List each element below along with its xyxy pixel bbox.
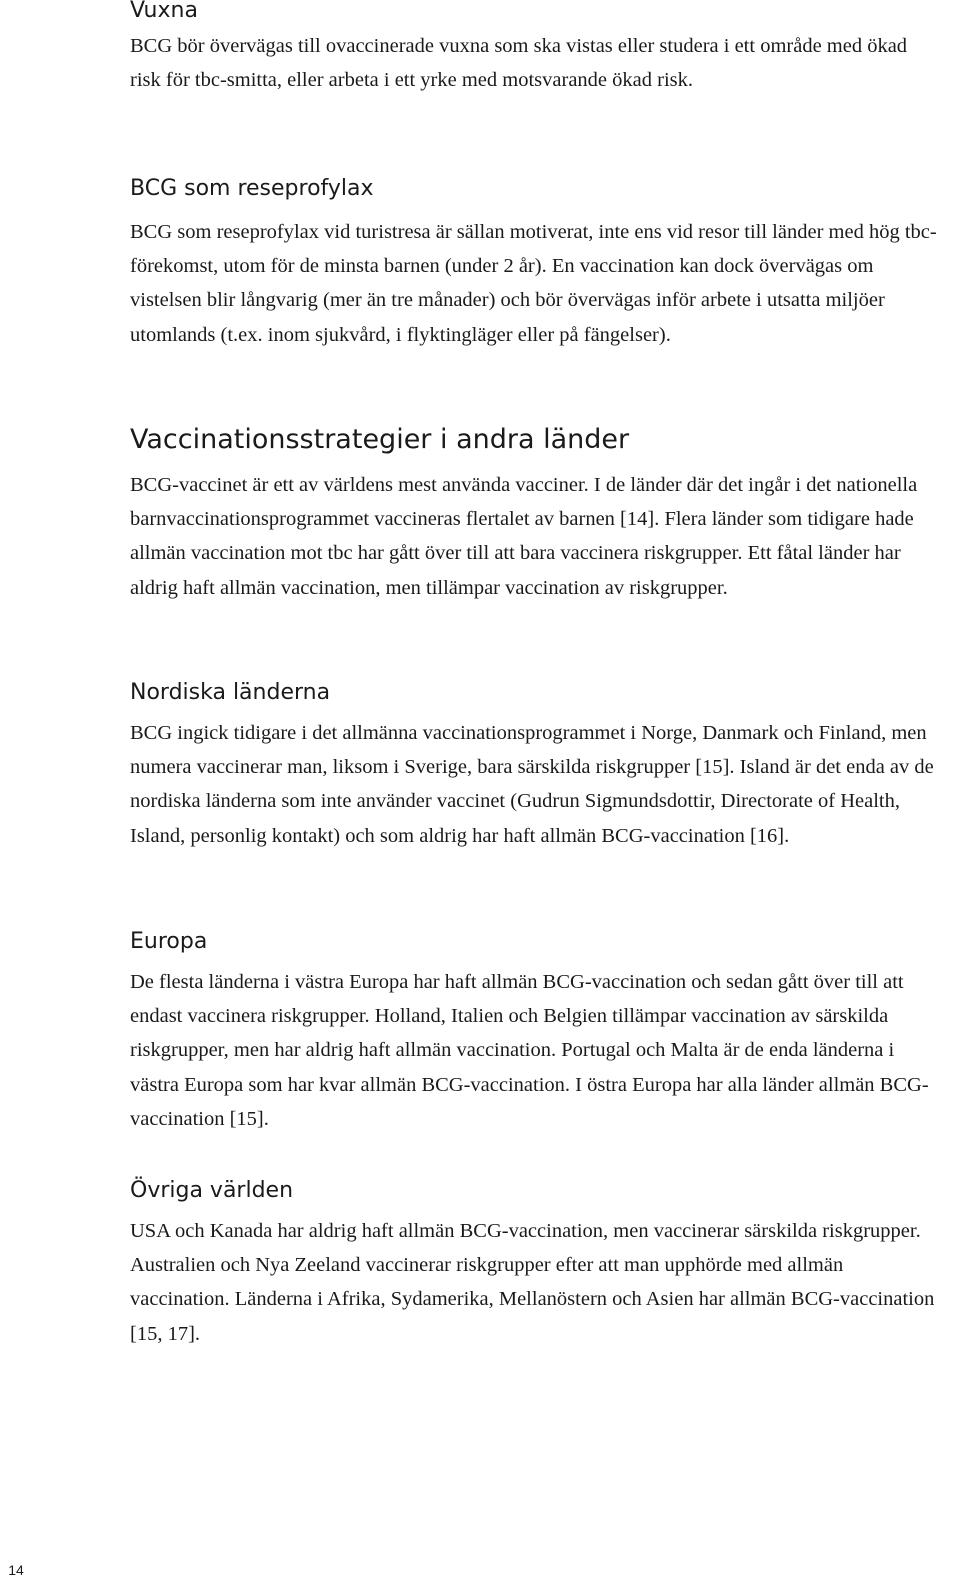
- section-europa: [130, 928, 938, 1136]
- paragraph-europa: De flesta länderna i västra Europa har haft allmän BCG-vaccination och sedan gått över till att endast vaccinera riskgrupper. Holland, Italien och Belgien tillämpar vaccination av särskilda riskgrupper, men har aldrig haft allmän vaccination. Portugal och Malta är de enda länderna i västra Europa som har kvar allmän BCG-vaccination. I östra Europa har alla länder allmän BCG-vaccination [15].: [130, 971, 929, 1130]
- heading-nordiska-landerna: Nordiska länderna: [130, 680, 331, 705]
- heading-vaccinationsstrategier: Vaccinationsstrategier i andra länder: [130, 424, 630, 455]
- paragraph-vaccinationsstrategier: BCG-vaccinet är ett av världens mest använda vacciner. I de länder där det ingår i det nationella barnvaccinationsprogrammet vaccineras flertalet av barnen [14]. Flera länder som tidigare hade allmän vaccination mot tbc har gått över till att bara vaccinera riskgrupper. Ett fåtal länder har aldrig haft allmän vaccination, men tillämpar vaccination av riskgrupper.: [130, 474, 918, 599]
- page-number: 14: [0, 1549, 32, 1591]
- heading-vuxna: Vuxna: [130, 0, 198, 23]
- section-vaccinationsstrategier: [130, 423, 938, 605]
- heading-reseprofylax: BCG som reseprofylax: [130, 176, 374, 201]
- section-nordiska-landerna: [130, 679, 938, 853]
- paragraph-ovriga-varlden: USA och Kanada har aldrig haft allmän BCG-vaccination, men vaccinerar särskilda riskgrupper. Australien och Nya Zeeland vaccinerar riskgrupper efter att man upphörde med allmän vaccination. Länderna i Afrika, Sydamerika, Mellanöstern och Asien har allmän BCG-vaccination [15, 17].: [130, 1220, 935, 1345]
- paragraph-vuxna: BCG bör övervägas till ovaccinerade vuxna som ska vistas eller studera i ett område med ökad risk för tbc-smitta, eller arbeta i ett yrke med motsvarande ökad risk.: [130, 35, 908, 92]
- section-vuxna: [130, 0, 938, 97]
- paragraph-nordiska-landerna: BCG ingick tidigare i det allmänna vaccinationsprogrammet i Norge, Danmark och Finland, men numera vaccinerar man, liksom i Sverige, bara särskilda riskgrupper [15]. Island är det enda av de nordiska länderna som inte använder vaccinet (Gudrun Sigmundsdottir, Directorate of Health, Island, personlig kontakt) och som aldrig har haft allmän BCG-vaccination [16].: [130, 722, 934, 847]
- paragraph-reseprofylax: BCG som reseprofylax vid turistresa är sällan motiverat, inte ens vid resor till länder med hög tbc-förekomst, utom för de minsta barnen (under 2 år). En vaccination kan dock övervägas om vistelsen blir långvarig (mer än tre månader) och bör övervägas inför arbete i utsatta miljöer utomlands (t.ex. inom sjukvård, i flyktingläger eller på fängelser).: [130, 221, 937, 346]
- section-reseprofylax: [130, 175, 938, 352]
- heading-ovriga-varlden: Övriga världen: [130, 1178, 294, 1203]
- section-ovriga-varlden: [130, 1177, 938, 1351]
- heading-europa: Europa: [130, 929, 208, 954]
